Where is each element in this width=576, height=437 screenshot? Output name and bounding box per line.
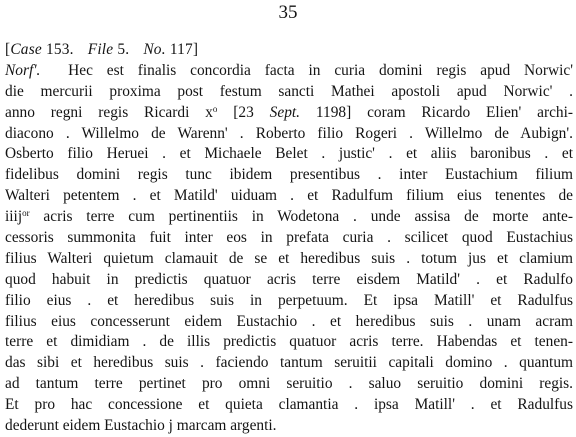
ordinal-superscript: or [22,208,30,219]
open-bracket: [ [5,41,11,58]
text-line-8-end: acris terre cum pertinentiis in Wodetona . unde assisa de morte ante- [29,208,573,226]
text-line-2: die mercurii proxima post festum sancti Mathei apostoli apud Norwic' . [5,82,573,100]
text-line-14: terre et dimidiam . de illis predictis quatuor acris terre. Habendas et tenen- [5,333,573,351]
text-line-9: cessoris summonita fuit inter eos in prefata curia . scilicet quod Eustachius [5,229,573,247]
text-line-1 [5,61,573,82]
case-number: 153. [45,41,74,58]
text-line-13: filius eius concesserunt eidem Eustachio . et heredibus suis . unam acram [5,312,573,330]
record-text [5,40,573,437]
text-line-3 [5,103,573,124]
text-line-18: dederunt eidem Eustachio j marcam argenti. [5,417,277,435]
text-line-16: ad tantum terre pertinet pro omni seruitio . saluo seruitio domini regis. [5,375,573,393]
file-number: 5. [117,41,130,58]
text-line-17: Et pro hac concessione et quieta clamantia . ipsa Matill' . et Radulfus [5,396,573,414]
record-number: 117] [169,41,199,58]
text-line-12: filio eius . et heredibus suis in perpetuum. Et ipsa Matill' et Radulfus [5,291,573,309]
text-line-1-body: Hec est finalis concordia facta in curia domini regis apud Norwic' [68,61,573,79]
text-line-5: Osberto filio Heruei . et Michaele Belet . justic' . et aliis baronibus . et [5,145,573,163]
text-line-3-end: 1198] coram Ricardo Elien' archi- [300,103,573,121]
text-line-7: Walteri petentem . et Matild' uiduam . et Radulfum filium eius tenentes de [5,187,573,205]
text-line-8 [5,207,573,228]
date-month: Sept. [269,103,301,121]
page-number: 35 [278,2,298,23]
text-line-10: filius Walteri quietum clamauit de se et heredibus suis . totum jus et clamium [5,249,573,267]
text-line-3-start: anno regni regis Ricardi x [5,103,213,121]
text-line-11: quod habuit in predictis quatuor acris terre eisdem Matild' . et Radulfo [5,270,573,288]
number-label: No. [143,41,166,58]
case-label: Case [10,41,42,58]
text-line-6: fidelibus domini regis tunc ibidem presentibus . inter Eustachium filium [5,166,573,184]
text-line-4: diacono . Willelmo de Warenn' . Roberto filio Rogeri . Willelmo de Aubign'. [5,124,573,142]
regnal-year-superscript: o [212,103,218,114]
text-line-3-mid: [23 [217,103,270,121]
file-label: File [87,41,114,58]
text-line-8-start: iiij [5,208,23,226]
text-line-15: das sibi et heredibus suis . faciendo tantum seruitii capitali domino . quantum [5,354,573,372]
county-label: Norf'. [5,61,41,79]
case-reference-line [5,40,573,61]
